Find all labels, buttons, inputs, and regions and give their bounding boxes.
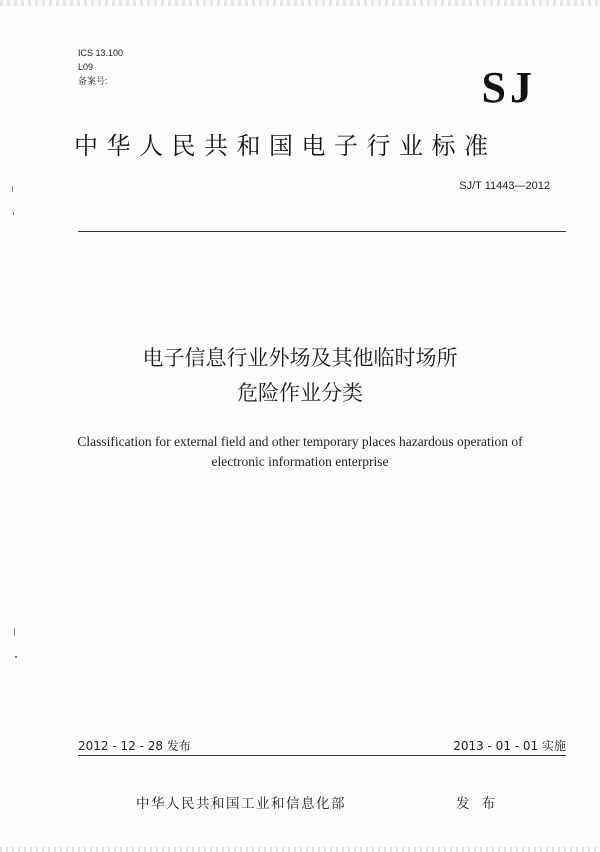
publish-label: 发 布 bbox=[456, 796, 500, 812]
scan-speck bbox=[15, 656, 17, 658]
publisher-name: 中华人民共和国工业和信息化部 bbox=[136, 796, 346, 812]
title-en-line2: electronic information enterprise bbox=[211, 454, 389, 469]
scan-speck bbox=[14, 628, 15, 636]
top-divider bbox=[78, 231, 566, 232]
title-en-line1: Classification for external field and other temporary places hazardous operation of bbox=[77, 434, 523, 449]
classification-meta bbox=[78, 46, 123, 88]
bottom-divider bbox=[78, 755, 566, 756]
scan-speck bbox=[13, 212, 14, 215]
scan-edge-bottom bbox=[0, 847, 600, 852]
title-cn-line1: 电子信息行业外场及其他临时场所 bbox=[142, 346, 458, 370]
ics-code: ICS 13.100 bbox=[78, 48, 124, 58]
standard-organization-title: 中华人民共和国电子行业标准 bbox=[74, 132, 497, 160]
standard-code: SJ/T 11443—2012 bbox=[459, 180, 550, 192]
record-number-label: 备案号: bbox=[78, 76, 108, 86]
scan-speck bbox=[12, 186, 13, 192]
ccs-code: L09 bbox=[78, 62, 94, 72]
implementation-date: 2013 - 01 - 01 实施 bbox=[453, 739, 566, 753]
sj-logo: SJ bbox=[481, 63, 536, 112]
scan-edge-top bbox=[0, 0, 600, 6]
issue-date: 2012 - 12 - 28 发布 bbox=[78, 739, 191, 753]
title-cn-line2: 危险作业分类 bbox=[237, 381, 363, 405]
